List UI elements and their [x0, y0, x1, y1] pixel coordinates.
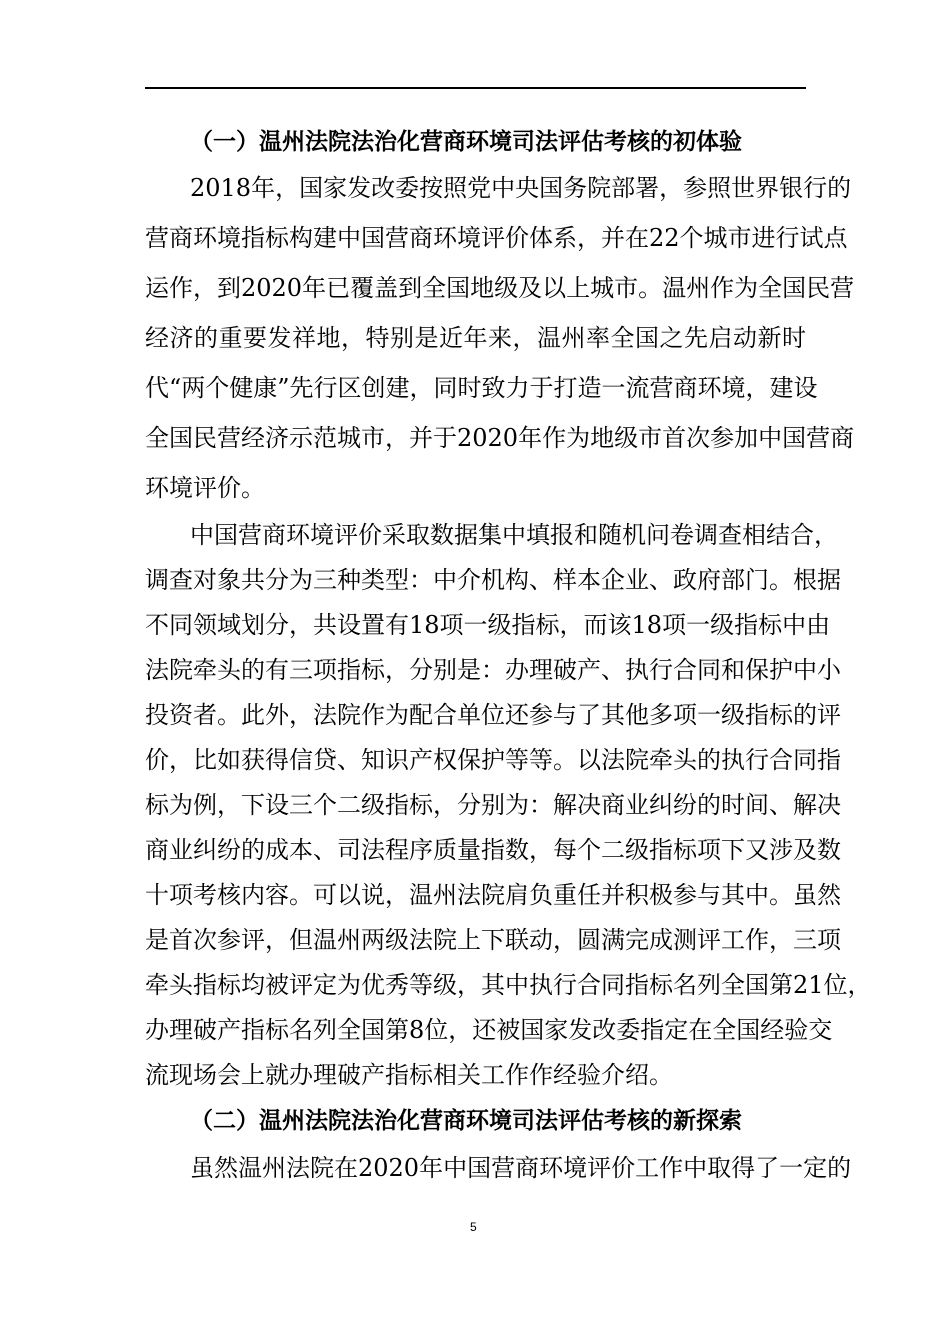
paragraph-line: 中国营商环境评价采取数据集中填报和随机问卷调查相结合，: [190, 521, 838, 549]
paragraph-line: 流现场会上就办理破产指标相关工作作经验介绍。: [145, 1061, 673, 1089]
paragraph-line: 法院牵头的有三项指标，分别是：办理破产、执行合同和保护中小: [145, 656, 841, 684]
paragraph-line: 环境评价。: [145, 474, 265, 502]
page-number: 5: [470, 1220, 477, 1234]
paragraph-line: 全国民营经济示范城市，并于2020年作为地级市首次参加中国营商: [145, 424, 855, 452]
paragraph-line: 办理破产指标名列全国第8位，还被国家发改委指定在全国经验交: [145, 1016, 833, 1044]
paragraph-line: 标为例，下设三个二级指标，分别为：解决商业纠纷的时间、解决: [145, 791, 841, 819]
paragraph-line: 价，比如获得信贷、知识产权保护等等。以法院牵头的执行合同指: [145, 746, 841, 774]
section-heading: （二）温州法院法治化营商环境司法评估考核的新探索: [190, 1108, 742, 1134]
paragraph-line: 经济的重要发祥地，特别是近年来，温州率全国之先启动新时: [145, 324, 806, 352]
paragraph-line: 牵头指标均被评定为优秀等级，其中执行合同指标名列全国第21位，: [145, 971, 872, 999]
paragraph-line: 不同领域划分，共设置有18项一级指标，而该18项一级指标中由: [145, 611, 831, 639]
paragraph-line: 商业纠纷的成本、司法程序质量指数，每个二级指标项下又涉及数: [145, 836, 841, 864]
paragraph-line: 是首次参评，但温州两级法院上下联动，圆满完成测评工作，三项: [145, 926, 841, 954]
paragraph-line: 营商环境指标构建中国营商环境评价体系，并在22个城市进行试点: [145, 224, 848, 252]
paragraph-line: 调查对象共分为三种类型：中介机构、样本企业、政府部门。根据: [145, 566, 841, 594]
paragraph-line: 投资者。此外，法院作为配合单位还参与了其他多项一级指标的评: [145, 701, 841, 729]
paragraph-line: 代“两个健康”先行区创建，同时致力于打造一流营商环境，建设: [145, 374, 818, 402]
header-rule: [145, 87, 806, 89]
section-heading: （一）温州法院法治化营商环境司法评估考核的初体验: [190, 129, 742, 155]
paragraph-line: 2018年，国家发改委按照党中央国务院部署，参照世界银行的: [190, 174, 852, 202]
paragraph-line: 虽然温州法院在2020年中国营商环境评价工作中取得了一定的: [190, 1154, 852, 1182]
paragraph-line: 十项考核内容。可以说，温州法院肩负重任并积极参与其中。虽然: [145, 881, 841, 909]
paragraph-line: 运作，到2020年已覆盖到全国地级及以上城市。温州作为全国民营: [145, 274, 855, 302]
